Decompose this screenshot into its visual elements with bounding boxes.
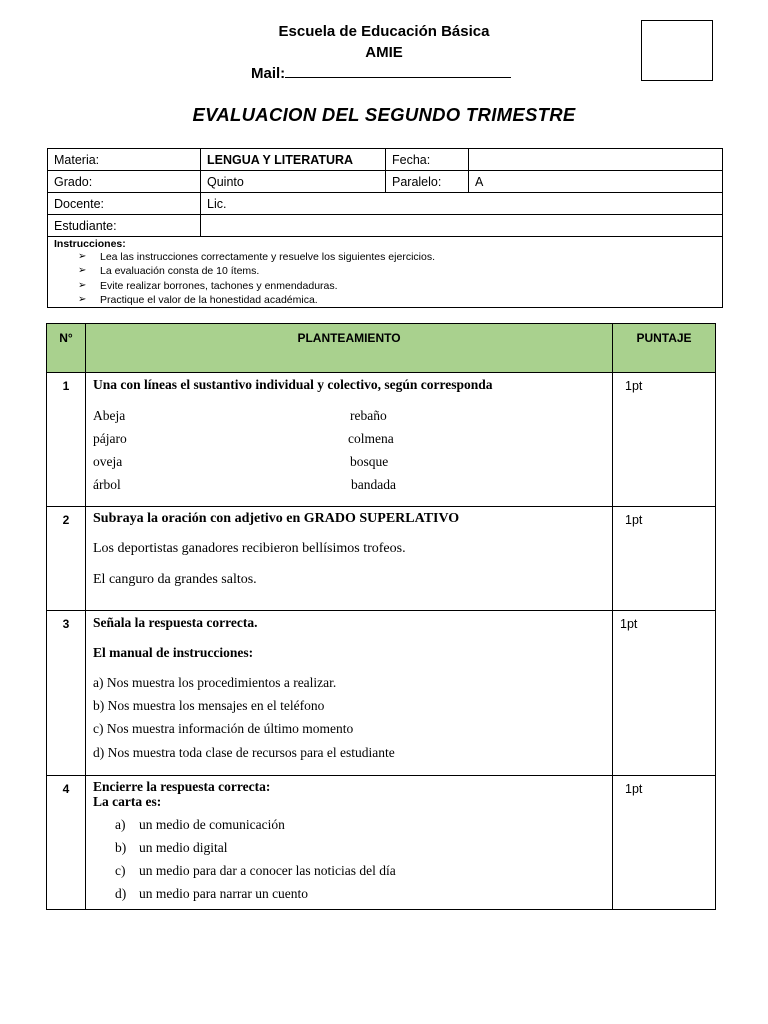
q1-left-item[interactable]: árbol bbox=[93, 477, 121, 492]
question-row-3 bbox=[47, 611, 716, 776]
question-row-4 bbox=[47, 776, 716, 910]
q1-right-item[interactable]: colmena bbox=[348, 431, 394, 446]
fecha-value[interactable] bbox=[469, 149, 723, 171]
mail-blank-line[interactable] bbox=[285, 65, 511, 78]
fecha-label: Fecha: bbox=[386, 149, 469, 171]
school-name: Escuela de Educación Básica bbox=[278, 23, 490, 40]
estudiante-value[interactable] bbox=[201, 215, 723, 237]
q2-sentence[interactable]: El canguro da grandes saltos. bbox=[93, 572, 257, 587]
question-4-content bbox=[86, 776, 613, 910]
q3-option[interactable]: a) Nos muestra los procedimientos a realizar. bbox=[93, 675, 337, 690]
info-row-estudiante bbox=[48, 215, 723, 237]
instruction-item: ➢ Lea las instrucciones correctamente y resuelve los siguientes ejercicios. bbox=[78, 251, 435, 263]
q1-right-item[interactable]: bandada bbox=[351, 477, 396, 492]
questions-header-row bbox=[47, 324, 716, 373]
q1-left-item[interactable]: Abeja bbox=[93, 408, 126, 423]
instruction-item: ➢ La evaluación consta de 10 ítems. bbox=[78, 265, 260, 278]
question-row-1 bbox=[47, 373, 716, 507]
amie-label: AMIE bbox=[365, 44, 403, 61]
question-number: 3 bbox=[47, 611, 86, 776]
instructions-title: Instrucciones: bbox=[54, 238, 126, 250]
col-header-statement: PLANTEAMIENTO bbox=[86, 324, 613, 373]
question-score: 1pt bbox=[613, 373, 716, 507]
exam-title: EVALUACION DEL SEGUNDO TRIMESTRE bbox=[192, 104, 576, 125]
estudiante-label: Estudiante: bbox=[48, 215, 201, 237]
mail-row bbox=[251, 65, 511, 82]
info-row-materia bbox=[48, 149, 723, 171]
question-4-prompt: Encierre la respuesta correcta: bbox=[93, 779, 271, 794]
materia-value: LENGUA Y LITERATURA bbox=[201, 149, 386, 171]
q1-left-item[interactable]: oveja bbox=[93, 454, 123, 469]
q4-option[interactable]: a) un medio de comunicación bbox=[115, 817, 285, 832]
docente-value[interactable]: Lic. bbox=[201, 193, 723, 215]
q2-sentence[interactable]: Los deportistas ganadores recibieron bellísimos trofeos. bbox=[93, 541, 406, 556]
instruction-item: ➢ Practique el valor de la honestidad académica. bbox=[78, 293, 318, 306]
grado-label: Grado: bbox=[48, 171, 201, 193]
question-score: 1pt bbox=[613, 776, 716, 910]
q1-right-item[interactable]: bosque bbox=[350, 454, 389, 469]
question-row-2 bbox=[47, 507, 716, 611]
col-header-number: N° bbox=[47, 324, 86, 373]
info-row-grado bbox=[48, 171, 723, 193]
q3-option[interactable]: d) Nos muestra toda clase de recursos para el estudiante bbox=[93, 745, 395, 760]
instructions-box bbox=[48, 237, 723, 308]
question-1-content bbox=[86, 373, 613, 507]
mail-label: Mail: bbox=[251, 65, 286, 82]
q3-option[interactable]: c) Nos muestra información de último momento bbox=[93, 721, 354, 736]
question-score: 1pt bbox=[613, 507, 716, 611]
question-score: 1pt bbox=[613, 611, 716, 776]
photo-box bbox=[641, 20, 713, 81]
question-2-content bbox=[86, 507, 613, 611]
q1-right-item[interactable]: rebaño bbox=[350, 408, 387, 423]
arrow-bullet-icon: ➢ bbox=[78, 279, 87, 291]
q4-option[interactable]: c) un medio para dar a conocer las noticias del día bbox=[115, 863, 396, 878]
question-number: 4 bbox=[47, 776, 86, 910]
questions-table bbox=[46, 323, 716, 910]
grado-value: Quinto bbox=[201, 171, 386, 193]
col-header-score: PUNTAJE bbox=[613, 324, 716, 373]
paralelo-label: Paralelo: bbox=[386, 171, 469, 193]
question-3-prompt: Señala la respuesta correcta. bbox=[93, 615, 258, 630]
q1-left-item[interactable]: pájaro bbox=[93, 431, 127, 446]
info-row-instructions bbox=[48, 237, 723, 308]
paralelo-value: A bbox=[469, 171, 723, 193]
q4-option[interactable]: d) un medio para narrar un cuento bbox=[115, 886, 309, 901]
question-3-subprompt: El manual de instrucciones: bbox=[93, 645, 254, 660]
info-row-docente bbox=[48, 193, 723, 215]
question-1-prompt: Una con líneas el sustantivo individual y colectivo, según corresponda bbox=[93, 377, 493, 392]
info-table bbox=[47, 148, 723, 308]
instruction-item: ➢ Evite realizar borrones, tachones y enmendaduras. bbox=[78, 279, 338, 292]
question-3-content bbox=[86, 611, 613, 776]
docente-label: Docente: bbox=[48, 193, 201, 215]
arrow-bullet-icon: ➢ bbox=[78, 251, 87, 262]
question-number: 2 bbox=[47, 507, 86, 611]
question-number: 1 bbox=[47, 373, 86, 507]
question-2-prompt: Subraya la oración con adjetivo en GRADO SUPERLATIVO bbox=[93, 511, 460, 526]
materia-label: Materia: bbox=[48, 149, 201, 171]
arrow-bullet-icon: ➢ bbox=[78, 293, 87, 305]
question-4-subprompt: La carta es: bbox=[93, 794, 162, 809]
q4-option[interactable]: b) un medio digital bbox=[115, 840, 228, 855]
q3-option[interactable]: b) Nos muestra los mensajes en el teléfono bbox=[93, 698, 325, 713]
instructions-list bbox=[54, 250, 716, 307]
arrow-bullet-icon: ➢ bbox=[78, 265, 87, 277]
